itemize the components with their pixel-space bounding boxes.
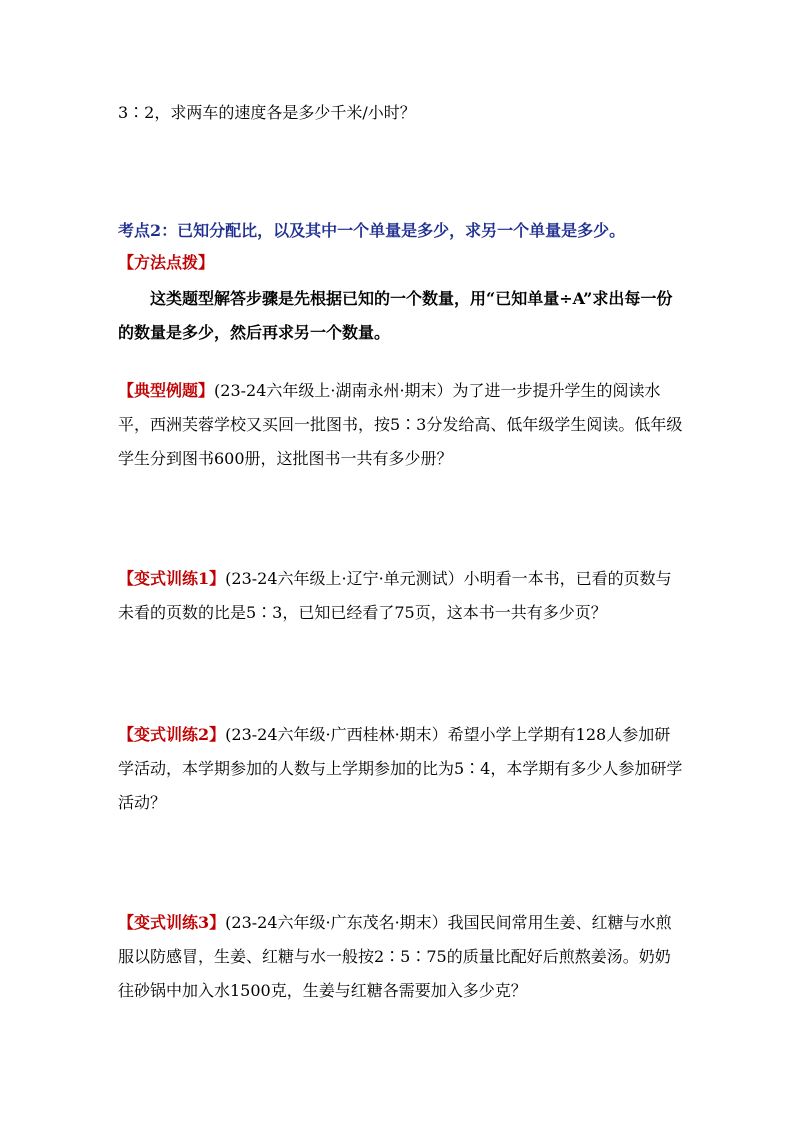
method-label: 【方法点拨】	[118, 253, 215, 272]
example-problem	[118, 374, 683, 476]
section-heading: 考点2：已知分配比，以及其中一个单量是多少，求另一个单量是多少。	[118, 221, 626, 240]
example-label: 【典型例题】	[118, 381, 215, 400]
example-text: (23-24六年级上·湖南永州·期末）为了进一步提升学生的阅读水平，西洲芙蓉学校又买回一批图书，按5∶3分发给高、低年级学生阅读。低年级学生分到图书600册，这批图书一共有多少册？	[118, 381, 683, 468]
variant-1-label: 【变式训练1】	[118, 569, 226, 588]
intro-text: 3∶2，求两车的速度各是多少千米/小时？	[118, 103, 416, 122]
variant-2-text: (23-24六年级·广西桂林·期末）希望小学上学期有128人参加研学活动，本学期参加的人数与上学期参加的比为5∶4，本学期有多少人参加研学活动？	[118, 725, 683, 812]
variant-training-3	[118, 906, 683, 1008]
variant-3-label: 【变式训练3】	[118, 913, 226, 932]
variant-training-2	[118, 718, 683, 820]
variant-1-text: (23-24六年级上·辽宁·单元测试）小明看一本书，已看的页数与未看的页数的比是5∶3，已知已经看了75页，这本书一共有多少页？	[118, 569, 672, 622]
variant-2-label: 【变式训练2】	[118, 725, 226, 744]
variant-training-1	[118, 562, 683, 630]
method-text: 这类题型解答步骤是先根据已知的一个数量，用“已知单量÷A”求出每一份的数量是多少，然后再求另一个数量。	[118, 289, 673, 342]
variant-3-text: (23-24六年级·广东茂名·期末）我国民间常用生姜、红糖与水煎服以防感冒，生姜、红糖与水一般按2∶5∶75的质量比配好后煎熬姜汤。奶奶往砂锅中加入水1500克，生姜与红糖各需要加入多少克？	[118, 913, 672, 1000]
